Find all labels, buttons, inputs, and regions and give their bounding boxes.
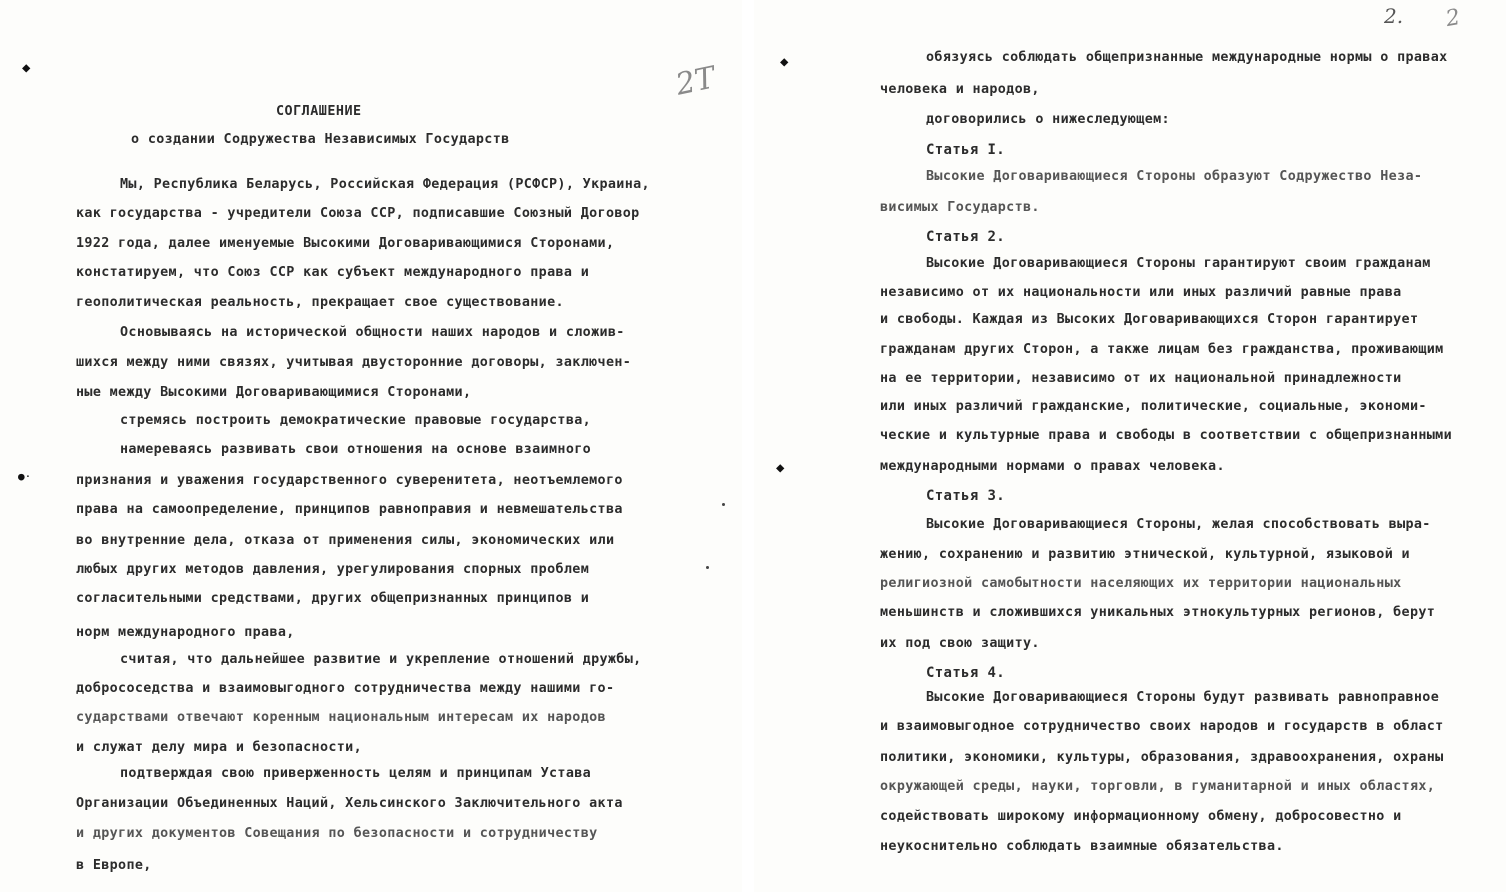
text-line: Высокие Договаривающиеся Стороны образуют Содружество Неза-: [926, 169, 1423, 184]
text-line: Высокие Договаривающиеся Стороны, желая способствовать выра-: [926, 517, 1431, 532]
text-line: гражданам других Сторон, а также лицам без гражданства, проживающим: [880, 342, 1444, 357]
text-line: 1922 года, далее именуемые Высокими Договаривающимися Сторонами,: [76, 236, 615, 251]
text-line: шихся между ними связях, учитывая двусторонние договоры, заключен-: [76, 355, 632, 370]
text-line: согласительными средствами, других общепризнанных принципов и: [76, 591, 590, 606]
text-line: Организации Объединенных Наций, Хельсинского Заключительного акта: [76, 796, 623, 811]
text-line: или иных различий гражданские, политические, социальные, экономи-: [880, 399, 1427, 414]
text-line: неукоснительно соблюдать взаимные обязательства.: [880, 839, 1284, 854]
text-line: геополитическая реальность, прекращает свое существование.: [76, 295, 564, 310]
text-line: любых других методов давления, урегулирования спорных проблем: [76, 562, 590, 577]
text-line: обязуясь соблюдать общепризнанные международные нормы о правах: [926, 50, 1448, 65]
text-line: Высокие Договаривающиеся Стороны будут развивать равноправное: [926, 690, 1440, 705]
document-page-left: [0, 0, 742, 892]
text-line: Основываясь на исторической общности наших народов и сложив-: [120, 325, 625, 340]
text-line: считая, что дальнейшее развитие и укрепление отношений дружбы,: [120, 652, 642, 667]
binding-hole-mark: ◆: [780, 54, 789, 70]
binding-hole-mark: ●·: [18, 470, 32, 483]
text-line: в Европе,: [76, 858, 152, 873]
article-heading: Статья 4.: [926, 665, 1006, 681]
text-line: стремясь построить демократические правовые государства,: [120, 413, 592, 428]
page-gutter: [742, 0, 754, 892]
text-line: Мы, Республика Беларусь, Российская Федерация (РСФСР), Украина,: [120, 177, 650, 192]
text-line: норм международного права,: [76, 625, 295, 640]
text-line: Высокие Договаривающиеся Стороны гарантируют своим гражданам: [926, 256, 1431, 271]
text-line: и свободы. Каждая из Высоких Договаривающихся Сторон гарантирует: [880, 312, 1419, 327]
text-line: человека и народов,: [880, 82, 1040, 97]
text-line: добрососедства и взаимовыгодного сотрудничества между нашими го-: [76, 681, 615, 696]
document-page-right: [754, 0, 1506, 892]
text-line: их под свою защиту.: [880, 636, 1040, 651]
document-subtitle: о создании Содружества Независимых Государств: [131, 132, 510, 147]
binding-hole-mark: ◆: [776, 460, 785, 476]
text-line: политики, экономики, культуры, образования, здравоохранения, охраны: [880, 750, 1444, 765]
text-line: международными нормами о правах человека.: [880, 459, 1225, 474]
text-line: подтверждая свою приверженность целям и принципам Устава: [120, 766, 592, 781]
text-line: намереваясь развивать свои отношения на основе взаимного: [120, 442, 592, 457]
paper-speck: [706, 566, 709, 569]
pencil-mark: 2: [1443, 4, 1463, 33]
text-line: сударствами отвечают коренным национальным интересам их народов: [76, 710, 606, 725]
text-line: ческие и культурные права и свободы в соответствии с общепризнанными: [880, 428, 1453, 443]
text-line: констатируем, что Союз ССР как субъект международного права и: [76, 265, 590, 280]
text-line: и взаимовыгодное сотрудничество своих народов и государств в област: [880, 719, 1444, 734]
article-heading: Статья I.: [926, 142, 1006, 158]
article-heading: Статья 3.: [926, 488, 1006, 504]
page-number: 2.: [1384, 4, 1404, 28]
text-line: договорились о нижеследующем:: [926, 112, 1170, 127]
text-line: независимо от их национальности или иных различий равные права: [880, 285, 1402, 300]
document-title: СОГЛАШЕНИЕ: [276, 104, 362, 119]
text-line: жению, сохранению и развитию этнической, культурной, языковой и: [880, 547, 1410, 562]
text-line: окружающей среды, науки, торговли, в гуманитарной и иных областях,: [880, 779, 1436, 794]
text-line: признания и уважения государственного суверенитета, неотъемлемого: [76, 473, 623, 488]
pencil-mark: 2Т: [672, 60, 719, 103]
text-line: меньшинств и сложившихся уникальных этнокультурных регионов, берут: [880, 605, 1436, 620]
binding-hole-mark: ◆: [22, 60, 31, 76]
article-heading: Статья 2.: [926, 229, 1006, 245]
text-line: и служат делу мира и безопасности,: [76, 740, 363, 755]
text-line: и других документов Совещания по безопасности и сотрудничеству: [76, 826, 598, 841]
text-line: как государства - учредители Союза ССР, подписавшие Союзный Договор: [76, 206, 640, 221]
text-line: на ее территории, независимо от их национальной принадлежности: [880, 371, 1402, 386]
text-line: содействовать широкому информационному обмену, добросовестно и: [880, 809, 1402, 824]
text-line: во внутренние дела, отказа от применения силы, экономических или: [76, 533, 615, 548]
text-line: висимых Государств.: [880, 200, 1040, 215]
paper-speck: [722, 503, 725, 506]
text-line: религиозной самобытности населяющих их территории национальных: [880, 576, 1402, 591]
text-line: ные между Высокими Договаривающимися Сторонами,: [76, 385, 472, 400]
text-line: права на самоопределение, принципов равноправия и невмешательства: [76, 502, 623, 517]
